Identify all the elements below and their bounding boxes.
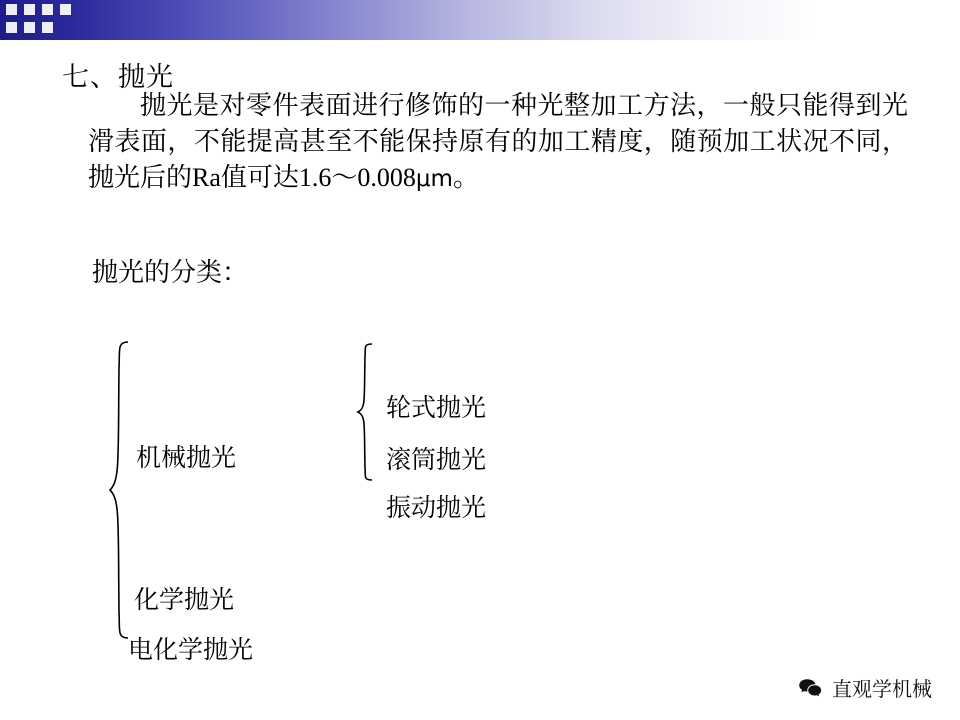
watermark-text: 直观学机械 [832, 679, 932, 701]
page-title: 七、抛光 [62, 62, 174, 92]
slide-content [0, 40, 960, 720]
outer-brace-icon [108, 340, 130, 640]
paragraph-end: 。 [452, 162, 479, 192]
diagram-label-vibration-polishing: 振动抛光 [386, 495, 487, 522]
inner-brace-icon [356, 342, 374, 482]
classification-diagram [0, 330, 960, 670]
motif-square [60, 4, 71, 15]
motif-square [24, 22, 35, 33]
motif-square [42, 22, 53, 33]
diagram-label-drum-polishing: 滚筒抛光 [386, 447, 487, 474]
motif-square [24, 4, 35, 15]
diagram-label-electrochemical: 电化学抛光 [128, 637, 254, 664]
motif-square [42, 4, 53, 15]
classification-subtitle: 抛光的分类： [92, 258, 249, 287]
slide-header-band [0, 0, 960, 40]
header-gradient-bar [0, 0, 960, 40]
motif-square [6, 22, 17, 33]
watermark [797, 673, 932, 702]
paragraph-text: 抛光是对零件表面进行修饰的一种光整加工方法，一般只能得到光滑表面，不能提高甚至不能保持原有的加工精度，随预加工状况不同，抛光后的Ra值可达1.6～0.008 [88, 91, 908, 192]
diagram-label-mechanical: 机械抛光 [136, 445, 237, 472]
wechat-logo-icon [797, 675, 823, 701]
paragraph-unit: μm [415, 165, 453, 192]
diagram-label-chemical: 化学抛光 [134, 587, 235, 614]
body-paragraph [88, 88, 908, 196]
diagram-label-wheel-polishing: 轮式抛光 [386, 395, 487, 422]
motif-square [6, 4, 17, 15]
